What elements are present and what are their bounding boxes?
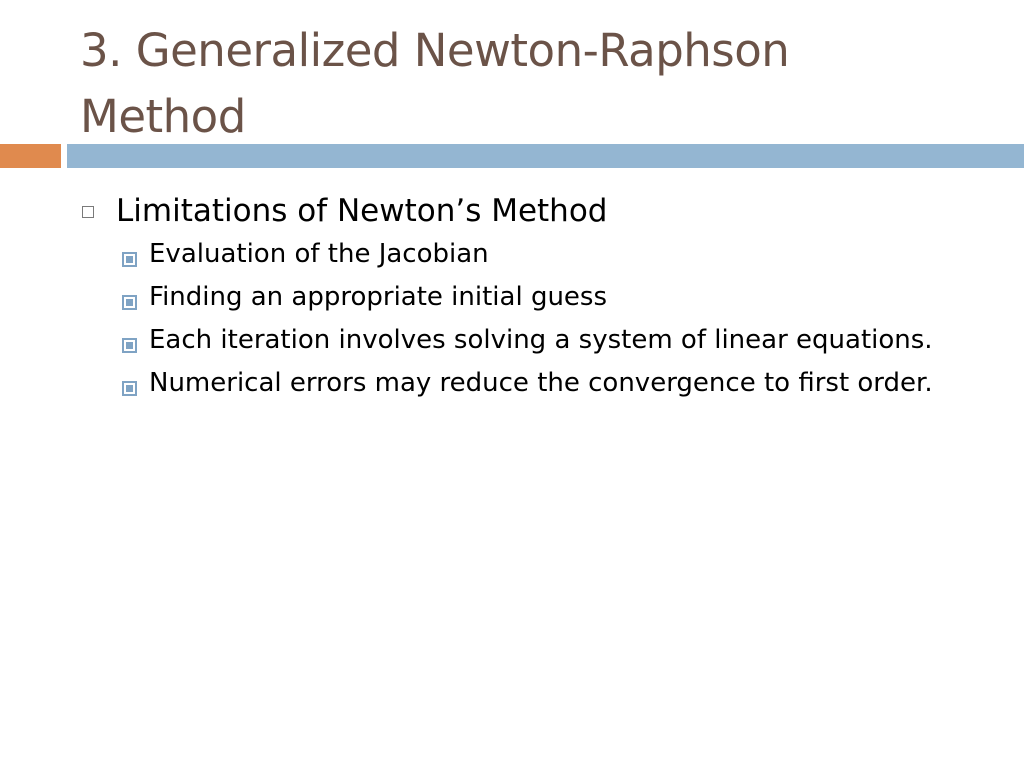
title-line-1: 3. Generalized Newton-Raphson (80, 24, 790, 77)
blue-accent-bar (67, 144, 1024, 168)
square-bullet-icon (82, 206, 94, 218)
orange-accent-bar (0, 144, 61, 168)
sub-bullet-text: Finding an appropriate initial guess (149, 282, 608, 312)
sub-bullet-linear-system (122, 325, 982, 363)
sub-bullet-text: Evaluation of the Jacobian (149, 239, 489, 269)
filled-square-bullet-icon (122, 295, 137, 310)
sub-bullet-text: Numerical errors may reduce the convergence to first order. (149, 368, 933, 398)
sub-bullet-text: Each iteration involves solving a system of linear equations. (149, 325, 933, 355)
filled-square-bullet-icon (122, 338, 137, 353)
slide-title (80, 18, 980, 150)
title-line-2: Method (80, 90, 246, 143)
sub-bullet-initial-guess (122, 282, 982, 320)
bullet-text: Limitations of Newton’s Method (116, 193, 608, 229)
filled-square-bullet-icon (122, 252, 137, 267)
slide-body (82, 190, 982, 414)
sub-bullet-jacobian (122, 239, 982, 277)
sub-bullet-numerical-errors (122, 368, 982, 406)
bullet-limitations (82, 190, 982, 232)
filled-square-bullet-icon (122, 381, 137, 396)
